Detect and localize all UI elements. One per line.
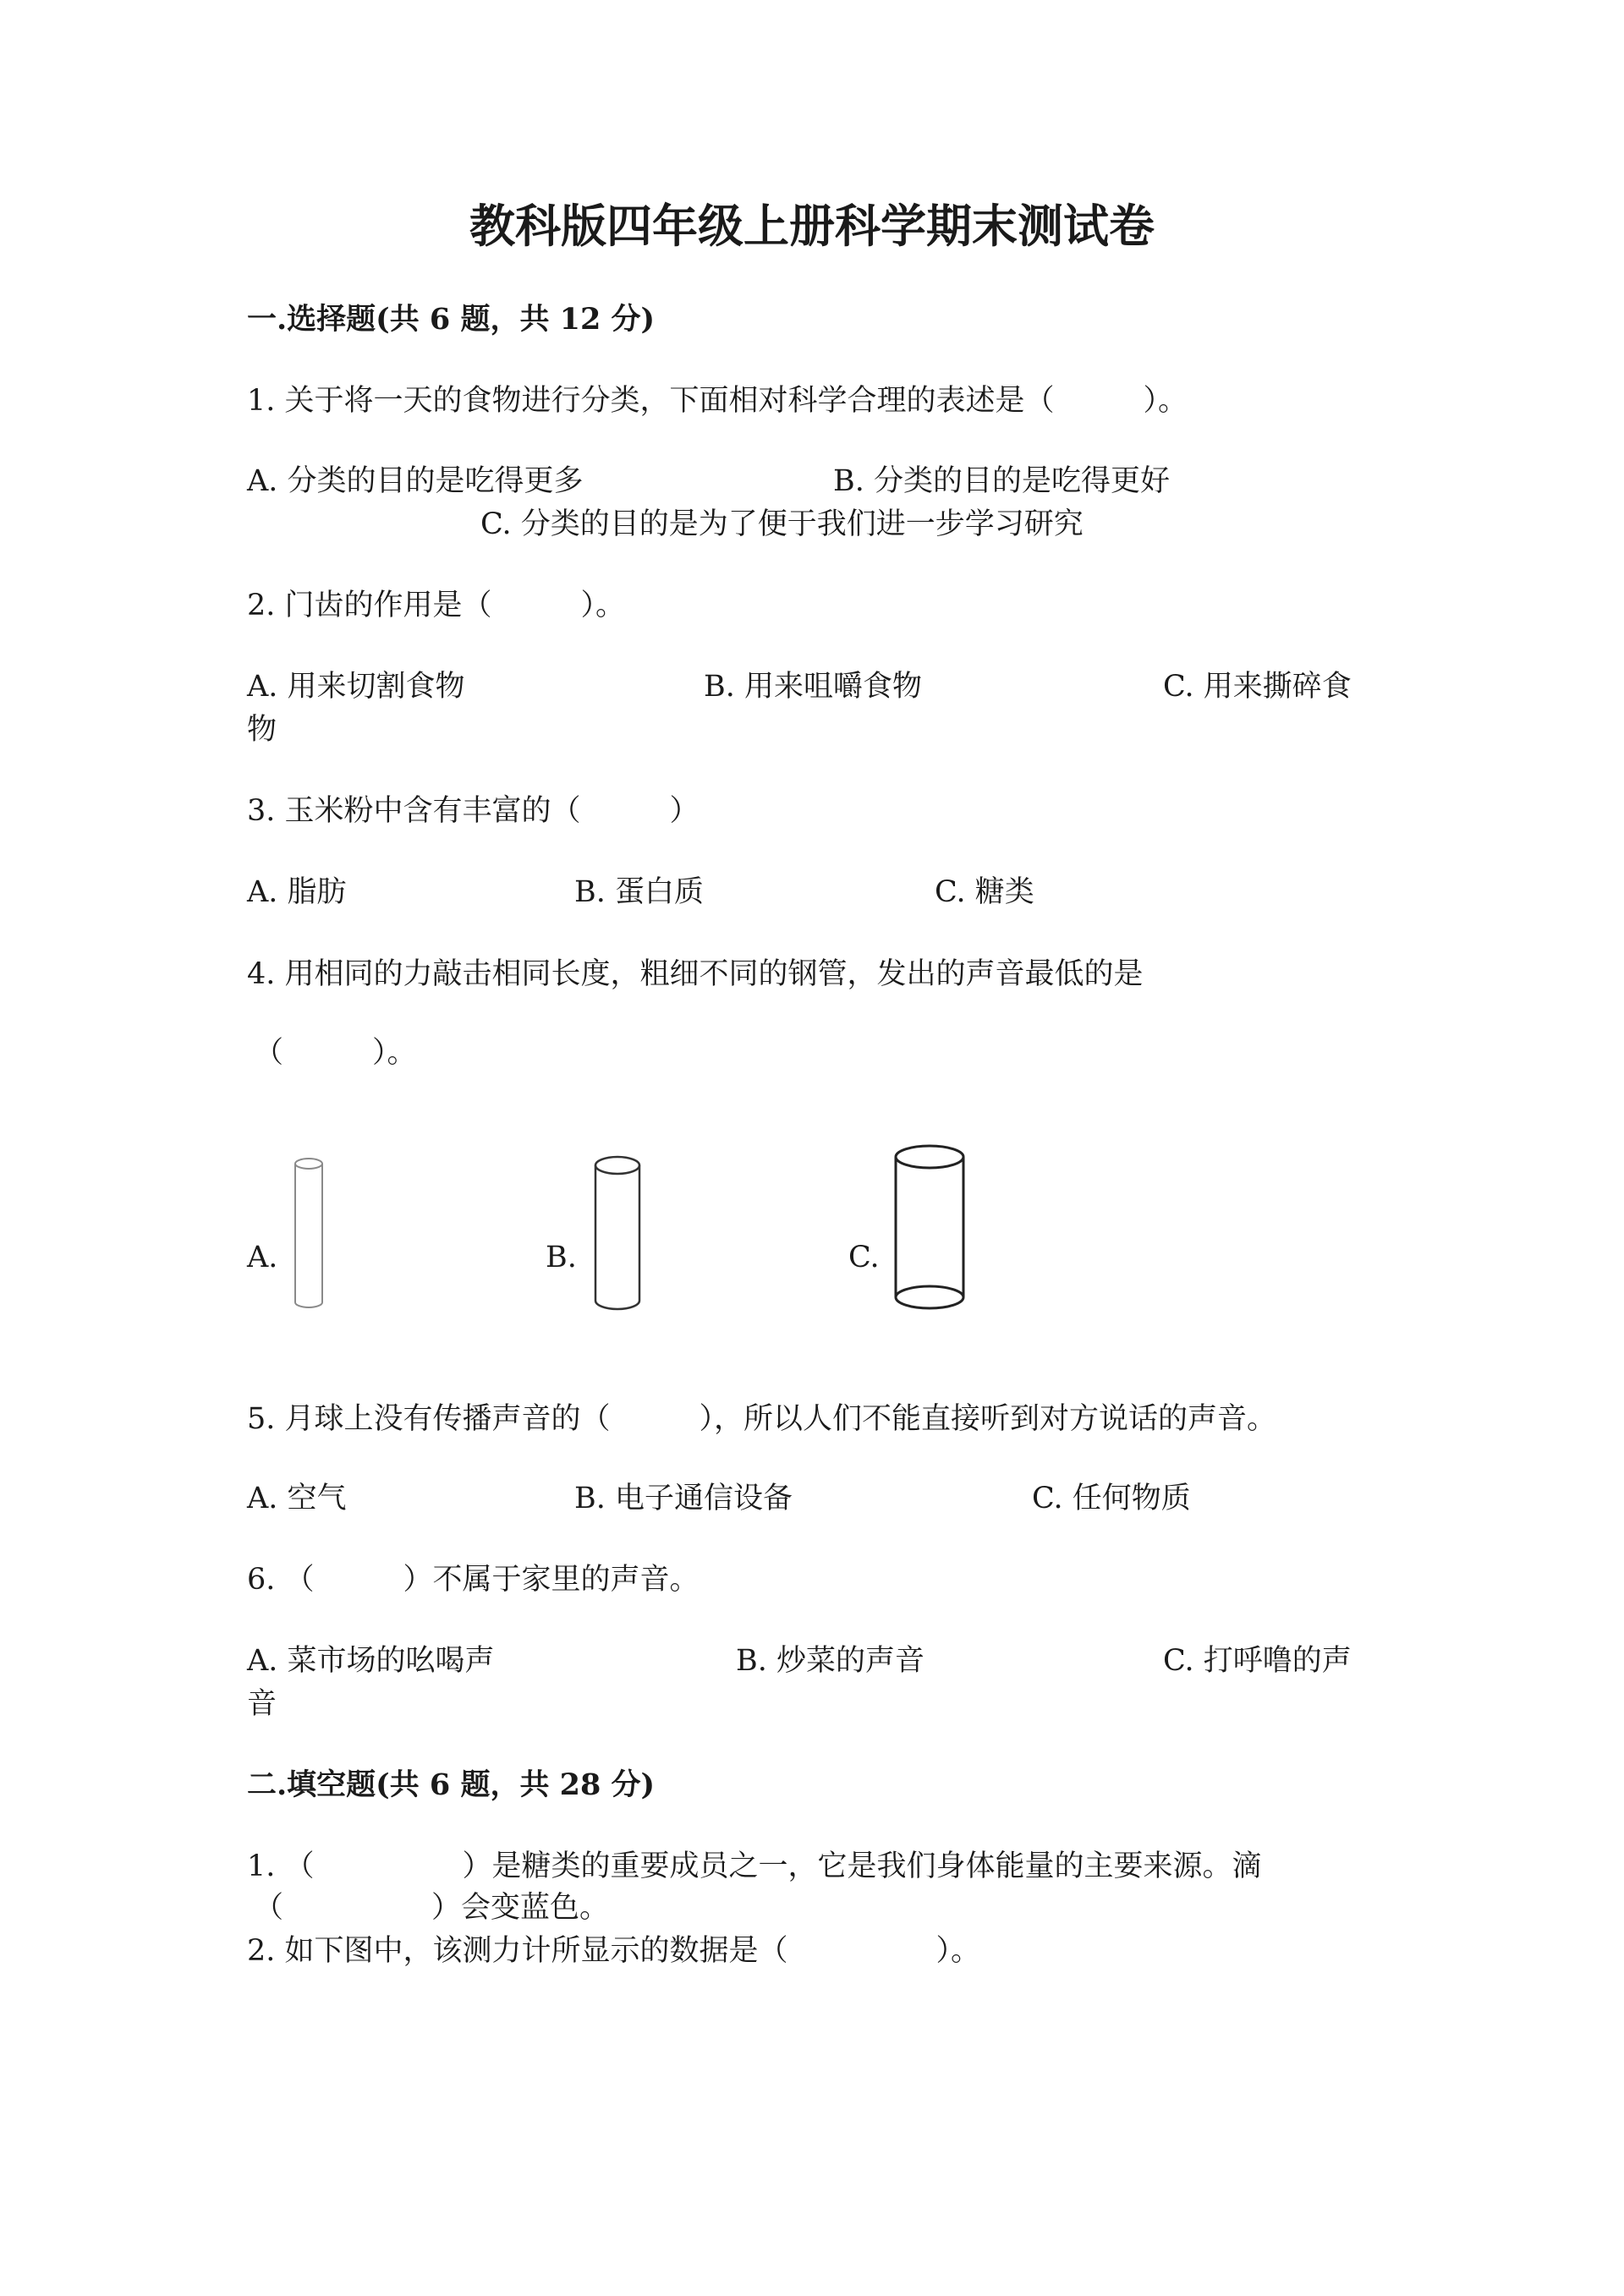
fill-q1-line2: （ ）会变蓝色。 <box>254 1891 610 1925</box>
q5-stem: 5. 月球上没有传播声音的（ ），所以人们不能直接听到对方说话的声音。 <box>247 1402 1277 1436</box>
medium-tube-image <box>592 1155 643 1312</box>
q4-option-b: B. <box>546 1241 577 1274</box>
q1-option-c: C. 分类的目的是为了便于我们进一步学习研究 <box>480 507 1084 541</box>
q6-option-c-cont: 音 <box>247 1687 277 1721</box>
q2-option-c-cont: 物 <box>247 713 277 747</box>
q1-option-b: B. 分类的目的是吃得更好 <box>833 464 1170 498</box>
q6-option-b: B. 炒菜的声音 <box>736 1644 924 1678</box>
q4-option-c: C. <box>848 1241 880 1274</box>
section-choice-heading: 一.选择题(共 6 题，共 12 分) <box>247 302 656 337</box>
thick-tube-image <box>892 1143 967 1312</box>
thin-tube-image <box>292 1155 326 1312</box>
q1-option-a: A. 分类的目的是吃得更多 <box>247 464 584 498</box>
q6-stem: 6. （ ）不属于家里的声音。 <box>247 1563 700 1597</box>
fill-q1-line1: 1. （ ）是糖类的重要成员之一，它是我们身体能量的主要来源。滴 <box>247 1849 1262 1883</box>
q6-option-a: A. 菜市场的吆喝声 <box>247 1644 495 1678</box>
q4-option-a: A. <box>247 1241 278 1274</box>
exam-title: 教科版四年级上册科学期末测试卷 <box>469 199 1155 253</box>
q6-option-c: C. 打呼噜的声 <box>1163 1644 1352 1678</box>
q2-stem: 2. 门齿的作用是（ ）。 <box>247 589 626 622</box>
q5-option-a: A. 空气 <box>247 1482 347 1515</box>
section-fill-heading: 二.填空题(共 6 题，共 28 分) <box>247 1767 656 1802</box>
q5-option-c: C. 任何物质 <box>1032 1482 1191 1515</box>
q2-option-b: B. 用来咀嚼食物 <box>704 670 922 704</box>
q4-stem-cont: （ ）。 <box>254 1036 417 1070</box>
q3-option-b: B. 蛋白质 <box>574 875 704 909</box>
q2-option-c: C. 用来撕碎食 <box>1163 670 1352 704</box>
q3-option-c: C. 糖类 <box>935 875 1034 909</box>
q4-stem: 4. 用相同的力敲击相同长度，粗细不同的钢管，发出的声音最低的是 <box>247 957 1144 991</box>
fill-q2-stem: 2. 如下图中，该测力计所显示的数据是（ ）。 <box>247 1934 981 1968</box>
q1-stem: 1. 关于将一天的食物进行分类，下面相对科学合理的表述是（ ）。 <box>247 384 1188 418</box>
q3-option-a: A. 脂肪 <box>247 875 347 909</box>
q3-stem: 3. 玉米粉中含有丰富的（ ） <box>247 794 700 828</box>
q2-option-a: A. 用来切割食物 <box>247 670 465 704</box>
q5-option-b: B. 电子通信设备 <box>574 1482 793 1515</box>
